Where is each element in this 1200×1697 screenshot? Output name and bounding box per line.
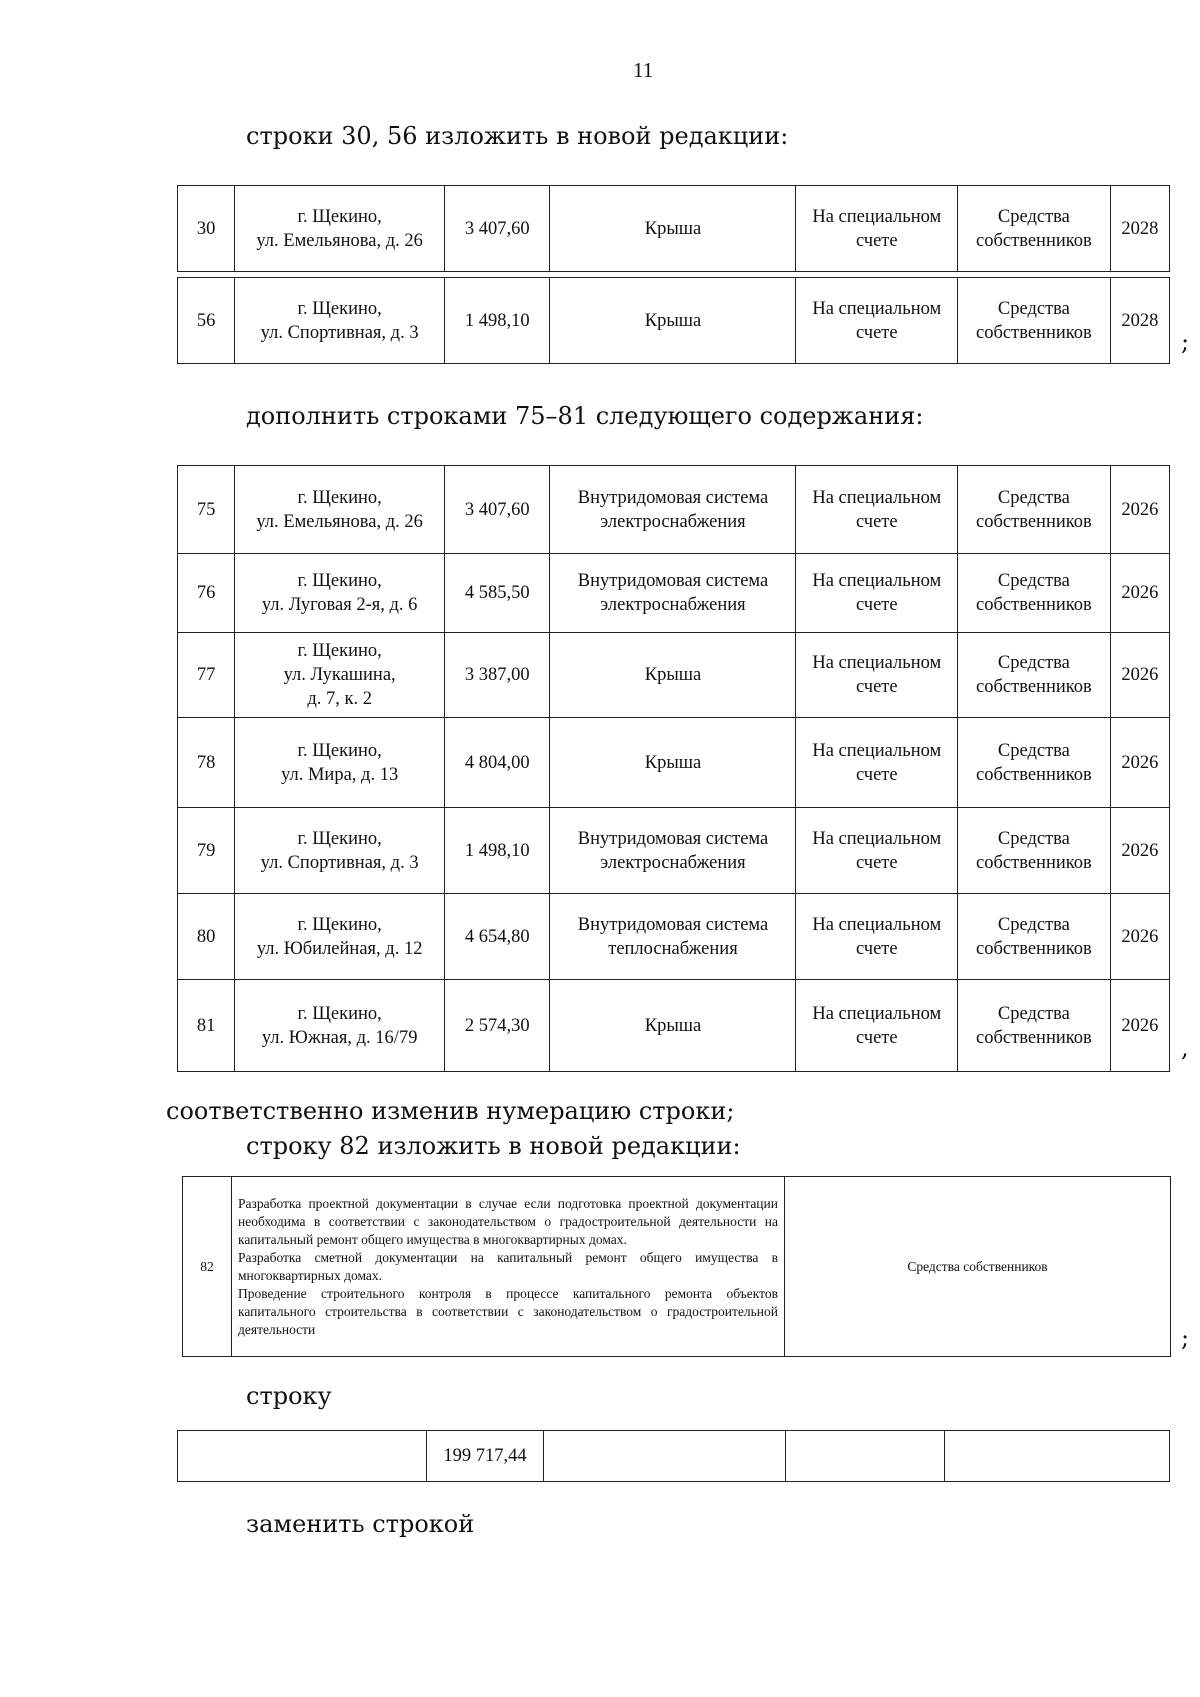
cell-area: 2 574,30 (445, 980, 550, 1072)
table-row-56 (177, 277, 1170, 364)
cell-account: На специальном счете (796, 186, 958, 272)
paragraph-replace: заменить строкой (246, 1510, 475, 1538)
cell-address: г. Щекино, ул. Лукашина, д. 7, к. 2 (235, 633, 445, 718)
cell-funding: Средства собственников (958, 278, 1111, 364)
cell-empty (178, 1431, 427, 1482)
cell-number: 81 (178, 980, 235, 1072)
cell-funding: Средства собственников (785, 1177, 1171, 1357)
cell-account: На специальном счете (796, 718, 958, 808)
page-number: 11 (633, 58, 654, 82)
cell-number: 82 (183, 1177, 232, 1357)
cell-address: г. Щекино, ул. Юбилейная, д. 12 (235, 894, 445, 980)
cell-area: 3 407,60 (445, 466, 550, 554)
cell-year: 2026 (1110, 718, 1169, 808)
cell-account: На специальном счете (796, 466, 958, 554)
cell-year: 2026 (1110, 466, 1169, 554)
cell-empty (945, 1431, 1170, 1482)
cell-work: Внутридомовая система электроснабжения (550, 554, 796, 633)
cell-account: На специальном счете (796, 808, 958, 894)
table-row (178, 554, 1170, 633)
cell-area: 3 407,60 (445, 186, 550, 272)
cell-area: 4 654,80 (445, 894, 550, 980)
work-text-3: Проведение строительного контроля в процессе капитального ремонта объектов капитального строительства в соответствии с законодательством о градостроительной деятельности (238, 1285, 778, 1337)
table-total-row (177, 1430, 1170, 1482)
work-text-2: Разработка сметной документации на капитальный ремонт общего имущества в многоквартирных домах. (238, 1249, 778, 1283)
cell-funding: Средства собственников (958, 894, 1111, 980)
cell-address: г. Щекино, ул. Емельянова, д. 26 (235, 186, 445, 272)
cell-account: На специальном счете (796, 894, 958, 980)
cell-funding: Средства собственников (958, 718, 1111, 808)
cell-address: г. Щекино, ул. Луговая 2-я, д. 6 (235, 554, 445, 633)
cell-funding: Средства собственников (958, 980, 1111, 1072)
cell-year: 2026 (1110, 980, 1169, 1072)
cell-address: г. Щекино, ул. Мира, д. 13 (235, 718, 445, 808)
cell-number: 76 (178, 554, 235, 633)
table-row (178, 718, 1170, 808)
cell-funding: Средства собственников (958, 554, 1111, 633)
table-row (178, 633, 1170, 718)
paragraph-rows-30-56: строки 30, 56 изложить в новой редакции: (246, 122, 789, 150)
cell-funding: Средства собственников (958, 808, 1111, 894)
cell-funding: Средства собственников (958, 186, 1111, 272)
cell-account: На специальном счете (796, 980, 958, 1072)
cell-empty (786, 1431, 945, 1482)
cell-work: Внутридомовая система электроснабжения (550, 466, 796, 554)
cell-funding: Средства собственников (958, 466, 1111, 554)
cell-work: Внутридомовая система теплоснабжения (550, 894, 796, 980)
cell-area: 1 498,10 (445, 278, 550, 364)
cell-work: Крыша (550, 980, 796, 1072)
cell-number: 30 (178, 186, 235, 272)
cell-address: г. Щекино, ул. Спортивная, д. 3 (235, 808, 445, 894)
cell-work: Внутридомовая система электроснабжения (550, 808, 796, 894)
table-rows-75-81 (177, 465, 1170, 1072)
semicolon-mark: ; (1181, 328, 1190, 356)
cell-work-description (232, 1177, 785, 1357)
cell-year: 2028 (1110, 278, 1169, 364)
table-row (178, 466, 1170, 554)
cell-work: Крыша (550, 633, 796, 718)
cell-work: Крыша (550, 278, 796, 364)
table-row (178, 894, 1170, 980)
cell-year: 2026 (1110, 633, 1169, 718)
comma-mark: , (1181, 1034, 1189, 1062)
cell-address: г. Щекино, ул. Южная, д. 16/79 (235, 980, 445, 1072)
cell-number: 78 (178, 718, 235, 808)
cell-year: 2028 (1110, 186, 1169, 272)
paragraph-row: строку (246, 1382, 332, 1410)
cell-number: 77 (178, 633, 235, 718)
cell-work: Крыша (550, 186, 796, 272)
cell-year: 2026 (1110, 808, 1169, 894)
cell-work: Крыша (550, 718, 796, 808)
table-row-30 (177, 185, 1170, 272)
cell-empty (544, 1431, 786, 1482)
table-row-82 (182, 1176, 1171, 1357)
cell-area: 4 804,00 (445, 718, 550, 808)
cell-funding: Средства собственников (958, 633, 1111, 718)
cell-address: г. Щекино, ул. Емельянова, д. 26 (235, 466, 445, 554)
cell-address: г. Щекино, ул. Спортивная, д. 3 (235, 278, 445, 364)
cell-year: 2026 (1110, 554, 1169, 633)
work-text-1: Разработка проектной документации в случае если подготовка проектной документации необходима в соответствии с законодательством о градостроительной деятельности на капитальный ремонт общего имущества в многоквартирных домах. (238, 1195, 778, 1247)
cell-area: 3 387,00 (445, 633, 550, 718)
cell-account: На специальном счете (796, 633, 958, 718)
cell-total-amount: 199 717,44 (427, 1431, 544, 1482)
cell-number: 79 (178, 808, 235, 894)
cell-area: 4 585,50 (445, 554, 550, 633)
cell-number: 75 (178, 466, 235, 554)
cell-area: 1 498,10 (445, 808, 550, 894)
table-row (178, 808, 1170, 894)
cell-account: На специальном счете (796, 554, 958, 633)
cell-number: 56 (178, 278, 235, 364)
cell-year: 2026 (1110, 894, 1169, 980)
paragraph-row-82: строку 82 изложить в новой редакции: (246, 1132, 741, 1160)
semicolon-mark-2: ; (1181, 1324, 1190, 1352)
paragraph-renumber: соответственно изменив нумерацию строки; (166, 1097, 735, 1125)
cell-account: На специальном счете (796, 278, 958, 364)
table-row (178, 980, 1170, 1072)
paragraph-add-rows: дополнить строками 75–81 следующего содержания: (246, 402, 924, 430)
cell-number: 80 (178, 894, 235, 980)
